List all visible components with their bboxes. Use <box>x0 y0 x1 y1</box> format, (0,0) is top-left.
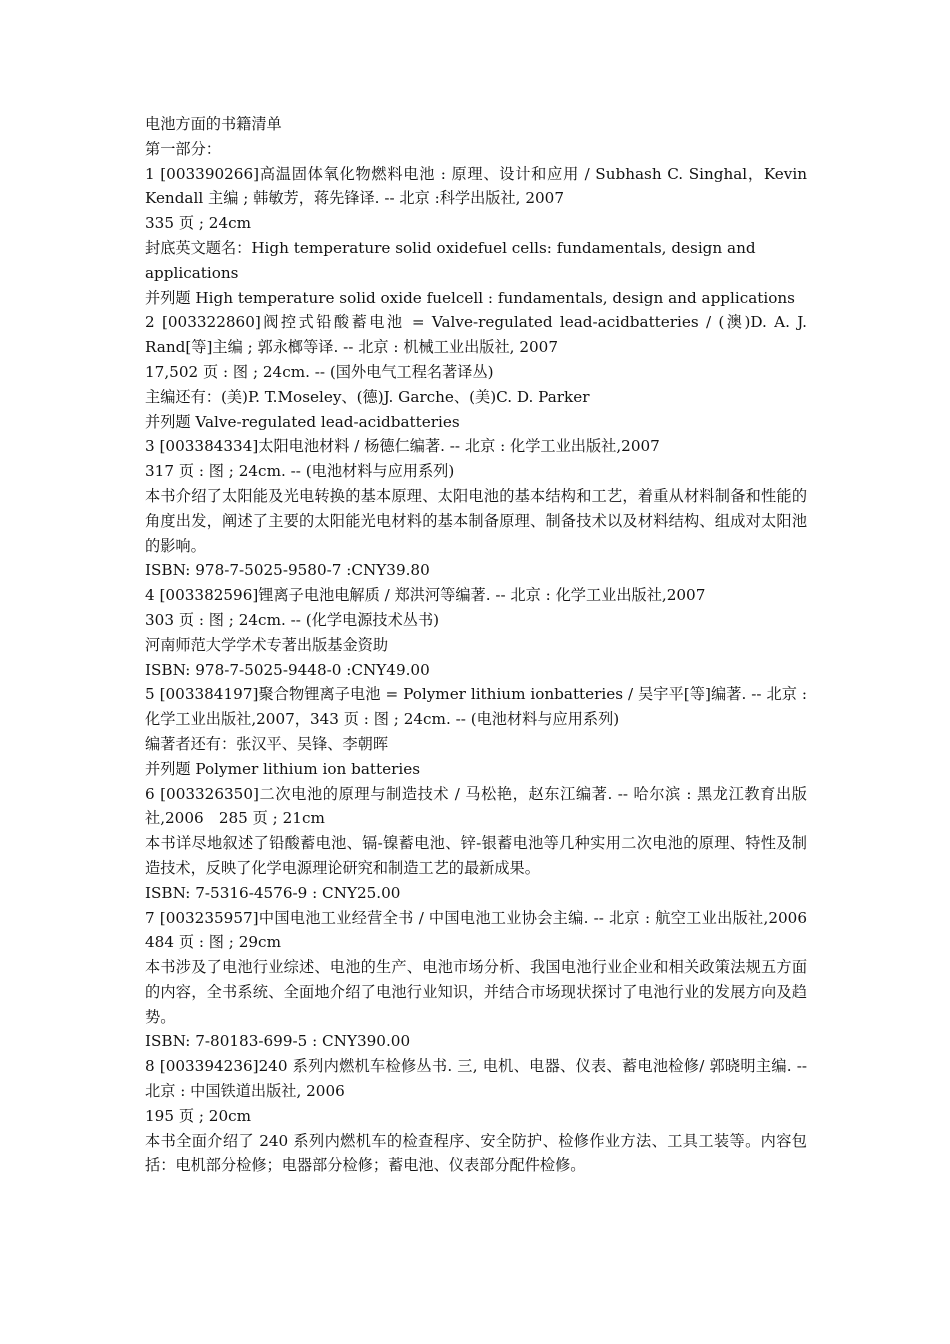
entry-7-citation: 7 [003235957]中国电池工业经营全书 / 中国电池工业协会主编. -- 北京 : 航空工业出版社,2006 484 页 : 图 ; 29cm <box>145 908 823 952</box>
entry-4-citation: 4 [003382596]锂离子电池电解质 / 郑洪河等编著. -- 北京 : 化学工业出版社,2007 <box>145 586 706 605</box>
entry-8-summary: 本书全面介绍了 240 系列内燃机车的检查程序、安全防护、检修作业方法、工具工装等。内容包括：电机部分检修；电器部分检修；蓄电池、仪表部分配件检修。 <box>145 1131 807 1175</box>
entry-7-isbn: ISBN: 7-80183-699-5 : CNY390.00 <box>145 1032 411 1051</box>
entry-6-summary: 本书详尽地叙述了铅酸蓄电池、镉-镍蓄电池、锌-银蓄电池等几种实用二次电池的原理、特性及制造技术，反映了化学电源理论研究和制造工艺的最新成果。 <box>145 834 807 877</box>
entry-1-back-cover-title: 封底英文题名：High temperature solid oxidefuel cells: fundamentals, design and applications <box>145 238 756 282</box>
entry-6-citation: 6 [003326350]二次电池的原理与制造技术 / 马松艳，赵东江编著. -- 哈尔滨 : 黑龙江教育出版社,2006 285 页 ; 21cm <box>145 784 807 828</box>
entry-6-isbn: ISBN: 7-5316-4576-9 : CNY25.00 <box>145 883 401 902</box>
entry-4-isbn: ISBN: 978-7-5025-9448-0 :CNY49.00 <box>145 660 430 679</box>
entry-3-isbn: ISBN: 978-7-5025-9580-7 :CNY39.80 <box>145 561 430 580</box>
entry-2-citation: 2 [003322860]阀控式铅酸蓄电池 = Valve-regulated lead-acidbatteries / (澳)D. A. J. Rand[等]主编 ; 郭永榔等译. -- 北京 : 机械工业出版社, 2007 <box>145 313 807 357</box>
entry-4-pages: 303 页 : 图 ; 24cm. -- (化学电源技术丛书) <box>145 610 440 629</box>
entry-7-summary: 本书涉及了电池行业综述、电池的生产、电池市场分析、我国电池行业企业和相关政策法规五方面的内容，全书系统、全面地介绍了电池行业知识，并结合市场现状探讨了电池行业的发展方向及趋势。 <box>145 958 807 1026</box>
entry-5-parallel-title: 并列题 Polymer lithium ion batteries <box>145 759 420 778</box>
entry-4-funding-note: 河南师范大学学术专著出版基金资助 <box>145 635 388 654</box>
entry-3-summary: 本书介绍了太阳能及光电转换的基本原理、太阳电池的基本结构和工艺，着重从材料制备和性能的角度出发，阐述了主要的太阳能光电材料的基本制备原理、制备技术以及材料结构、组成对太阳池的影响。 <box>145 486 807 555</box>
entry-3-pages: 317 页 : 图 ; 24cm. -- (电池材料与应用系列) <box>145 462 455 481</box>
entry-1-pages: 335 页 ; 24cm <box>145 214 252 233</box>
part-label: 第一部分： <box>145 139 221 158</box>
entry-1-parallel-title: 并列题 High temperature solid oxide fuelcell : fundamentals, design and applications <box>145 288 795 307</box>
entry-2-pages: 17,502 页 : 图 ; 24cm. -- (国外电气工程名著译丛) <box>145 362 494 381</box>
entry-2-editors: 主编还有：(美)P. T.Moseley、(德)J. Garche、(美)C. D. Parker <box>145 387 590 406</box>
entry-1-citation: 1 [003390266]高温固体氧化物燃料电池 : 原理、设计和应用 / Subhash C. Singhal，Kevin Kendall 主编 ; 韩敏芳，蒋先锋译. -- 北京 :科学出版社, 2007 <box>145 164 807 208</box>
document-body <box>145 112 823 1178</box>
entry-5-authors: 编著者还有：张汉平、吴锋、李朝晖 <box>145 734 388 753</box>
entry-2-parallel-title: 并列题 Valve-regulated lead-acidbatteries <box>145 412 460 431</box>
document-title: 电池方面的书籍清单 <box>145 115 282 133</box>
entry-8-citation: 8 [003394236]240 系列内燃机车检修丛书. 三, 电机、电器、仪表、蓄电池检修/ 郭晓明主编. -- 北京 : 中国铁道出版社, 2006 <box>145 1057 807 1101</box>
entry-3-citation: 3 [003384334]太阳电池材料 / 杨德仁编著. -- 北京 : 化学工业出版社,2007 <box>145 437 660 456</box>
entry-8-pages: 195 页 ; 20cm <box>145 1106 252 1125</box>
entry-5-citation: 5 [003384197]聚合物锂离子电池 = Polymer lithium ionbatteries / 吴宇平[等]编著. -- 北京 : 化学工业出版社,2007，343 页 : 图 ; 24cm. -- (电池材料与应用系列) <box>145 685 807 729</box>
